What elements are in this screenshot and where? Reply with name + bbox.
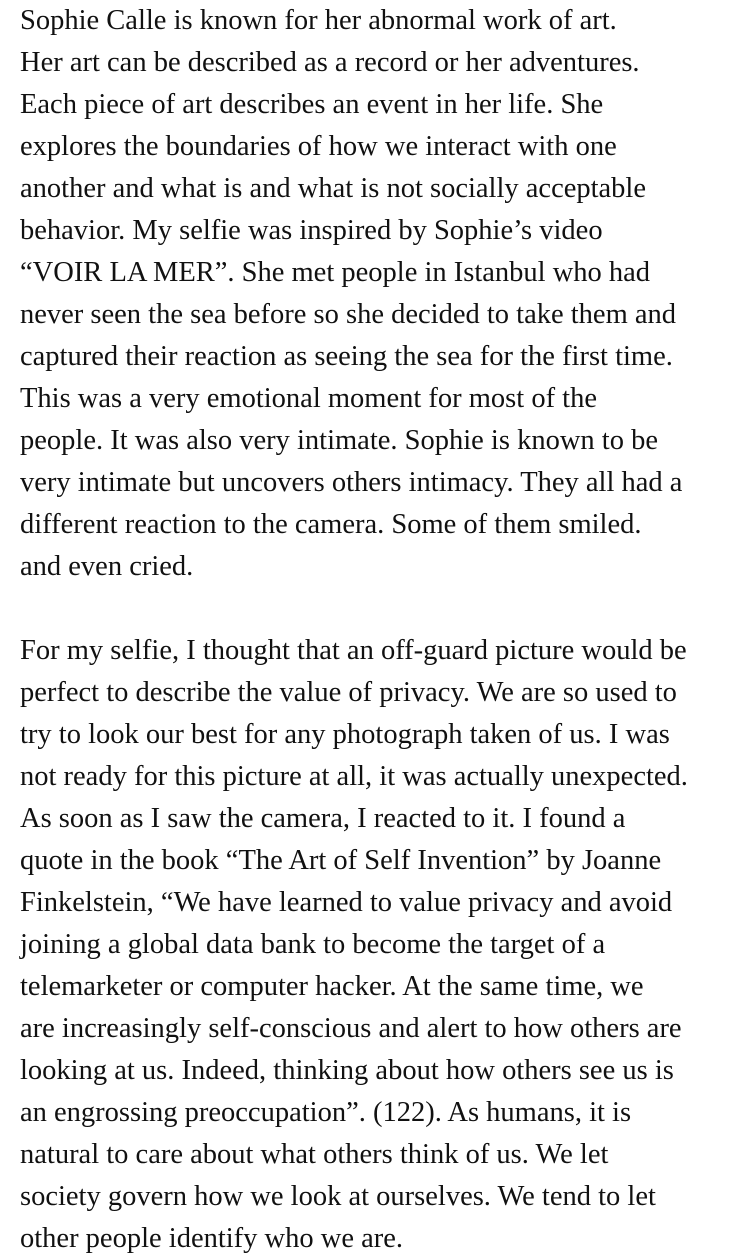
text-line: very intimate but uncovers others intimacy. They all had a bbox=[20, 467, 683, 498]
text-line: different reaction to the camera. Some of them smiled. bbox=[20, 509, 642, 540]
text-line: perfect to describe the value of privacy. We are so used to bbox=[20, 677, 677, 708]
text-line: try to look our best for any photograph taken of us. I was bbox=[20, 719, 670, 750]
text-line: Her art can be described as a record or her adventures. bbox=[20, 47, 640, 78]
text-line: captured their reaction as seeing the sea for the first time. bbox=[20, 341, 673, 372]
text-line: Each piece of art describes an event in her life. She bbox=[20, 89, 604, 120]
paragraph-sophie-calle bbox=[20, 0, 732, 588]
text-line: natural to care about what others think of us. We let bbox=[20, 1139, 609, 1170]
text-line: never seen the sea before so she decided to take them and bbox=[20, 299, 677, 330]
text-line: not ready for this picture at all, it was actually unexpected. bbox=[20, 761, 688, 792]
text-line: As soon as I saw the camera, I reacted to it. I found a bbox=[20, 803, 626, 834]
paragraph-my-selfie bbox=[20, 630, 732, 1260]
text-line: an engrossing preoccupation”. (122). As humans, it is bbox=[20, 1097, 632, 1128]
text-line: telemarketer or computer hacker. At the same time, we bbox=[20, 971, 644, 1002]
text-line: looking at us. Indeed, thinking about how others see us is bbox=[20, 1055, 674, 1086]
text-line: For my selfie, I thought that an off-guard picture would be bbox=[20, 635, 687, 666]
text-line: another and what is and what is not socially acceptable bbox=[20, 173, 646, 204]
text-line: explores the boundaries of how we interact with one bbox=[20, 131, 617, 162]
text-line: behavior. My selfie was inspired by Sophie’s video bbox=[20, 215, 603, 246]
text-line: people. It was also very intimate. Sophie is known to be bbox=[20, 425, 658, 456]
document-body bbox=[20, 0, 732, 1260]
text-line: are increasingly self-conscious and alert to how others are bbox=[20, 1013, 682, 1044]
text-line: quote in the book “The Art of Self Invention” by Joanne bbox=[20, 845, 662, 876]
text-line: society govern how we look at ourselves. We tend to let bbox=[20, 1181, 656, 1212]
text-line: Finkelstein, “We have learned to value privacy and avoid bbox=[20, 887, 673, 918]
text-line: and even cried. bbox=[20, 551, 194, 582]
text-line: other people identify who we are. bbox=[20, 1223, 404, 1254]
text-line: Sophie Calle is known for her abnormal work of art. bbox=[20, 5, 617, 36]
text-line: “VOIR LA MER”. She met people in Istanbul who had bbox=[20, 257, 651, 288]
text-line: This was a very emotional moment for most of the bbox=[20, 383, 597, 414]
text-line: joining a global data bank to become the target of a bbox=[20, 929, 606, 960]
paragraph-spacer bbox=[20, 588, 732, 630]
